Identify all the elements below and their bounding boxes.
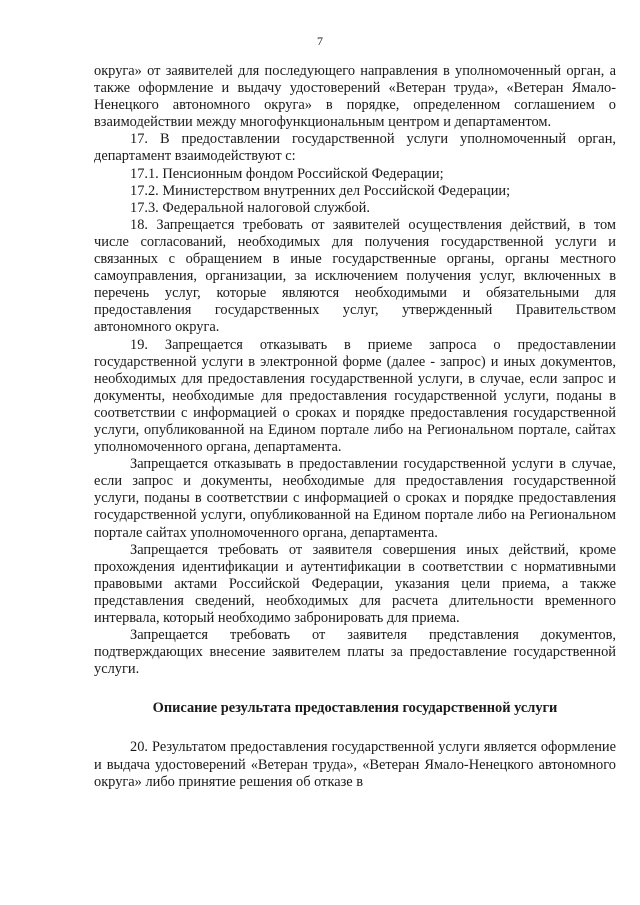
paragraph-continuation: округа» от заявителей для последующего направления в уполномоченный орган, а также оформление и выдачу удостоверений «Ветеран труда», «Ветеран Ямало-Ненецкого автономного округа» в порядке, определенном соглашением о взаимодействии между многофункциональным центром и департаментом. xyxy=(94,63,616,131)
section-heading: Описание результата предоставления государственной услуги xyxy=(152,700,558,717)
paragraph-17-3: 17.3. Федеральной налоговой службой. xyxy=(130,199,370,216)
paragraph-19-actions: Запрещается требовать от заявителя совершения иных действий, кроме прохождения идентификации и аутентификации в соответствии с нормативными правовыми актами Российской Федерации, указания цели приема, а также представления сведений, необходимых для расчета длительности временного интервала, который необходимо забронировать для приема. xyxy=(94,541,616,626)
paragraph-19-refusal: Запрещается отказывать в предоставлении государственной услуги в случае, если запрос и документы, необходимые для предоставления государственной услуги, поданы в соответствии с информацией о сроках и порядке предоставления государственной услуги, опубликованной на Едином портале либо на Региональном портале сайтах уполномоченного органа, департамента. xyxy=(94,456,616,541)
document-body xyxy=(94,63,616,791)
paragraph-17: 17. В предоставлении государственной услуги уполномоченный орган, департамент взаимодействуют с: xyxy=(94,131,616,165)
paragraph-17-1: 17.1. Пенсионным фондом Российской Федерации; xyxy=(130,165,444,182)
paragraph-17-2: 17.2. Министерством внутренних дел Российской Федерации; xyxy=(130,182,511,199)
paragraph-19: 19. Запрещается отказывать в приеме запроса о предоставлении государственной услуги в электронной форме (далее - запрос) и иных документов, необходимых для предоставления государственной услуги, в случае, если запрос и документы, необходимые для предоставления государственной услуги, поданы в соответствии с информацией о сроках и порядке предоставления государственной услуги, опубликованной на Едином портале либо на Региональном портале, сайтах уполномоченного органа, департамента. xyxy=(94,336,616,456)
page-number: 7 xyxy=(317,34,323,48)
paragraph-19-payment: Запрещается требовать от заявителя представления документов, подтверждающих внесение заявителем платы за предоставление государственной услуги. xyxy=(94,627,616,678)
paragraph-20: 20. Результатом предоставления государственной услуги является оформление и выдача удостоверений «Ветеран труда», «Ветеран Ямало-Ненецкого автономного округа» либо принятие решения об отказе в xyxy=(94,739,616,790)
paragraph-18: 18. Запрещается требовать от заявителей осуществления действий, в том числе согласований, необходимых для получения государственной услуги и связанных с обращением в иные государственные органы, органы местного самоуправления, организации, за исключением получения услуг, включенных в перечень услуг, которые являются необходимыми и обязательными для предоставления государственных услуг, утвержденный Правительством автономного округа. xyxy=(94,216,616,336)
